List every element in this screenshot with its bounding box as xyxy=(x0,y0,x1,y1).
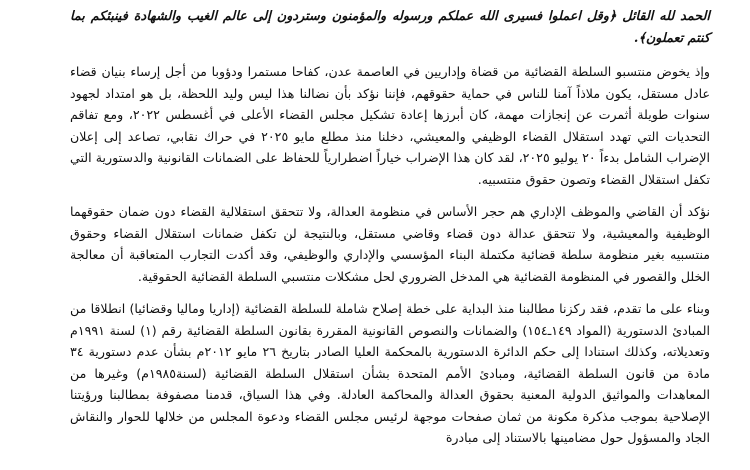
judicial-struggle-paragraph: وإذ يخوض منتسبو السلطة القضائية من قضاة وإداريين في العاصمة عدن، كفاحا مستمرا ودؤوبا من أجل إرساء بنيان قضاء عادل مستقل، يكون ملاذاً آمنا للناس في حماية حقوقهم، فإننا نؤكد بأن نضالنا هذا ليس وليد اللحظة، بل هو امتداد لجهود سنوات طويلة أثمرت عن إنجازات مهمة، كان أبرزها إعادة تشكيل مجلس القضاء الأعلى في أغسطس ٢٠٢٢، ومع تفاقم التحديات التي تهدد استقلال القضاء الوظيفي والمعيشي، دخلنا منذ مطلع مايو ٢٠٢٥ في حراك نقابي، تصاعد إلى إعلان الإضراب الشامل بدءاً ٢٠ يوليو ٢٠٢٥، لقد كان هذا الإضراب خياراً اضطرارياً للحفاظ على الضمانات القانونية والدستورية التي تكفل استقلال القضاء وتصون حقوق منتسبيه. xyxy=(70,64,711,187)
document-body xyxy=(70,6,710,449)
judicial-independence-paragraph: نؤكد أن القاضي والموظف الإداري هم حجر الأساس في منظومة العدالة، ولا تتحقق استقلالية القضاء دون ضمان حقوقهما الوظيفية والمعيشية، ولا تتحقق عدالة دون قضاء وقاضي مستقل، وبالنتيجة لن تكفل ضمانات استقلال القضاء وحقوق منتسبيه بغير منظومة سلطة قضائية مكتملة البناء المؤسسي والإداري والوظيفي، وقد أكدت التجارب المتعاقبة أن معالجة الخلل والقصور في المنظومة القضائية هي المدخل الضروري لحل مشكلات منتسبي السلطة القضائية الحقوقية. xyxy=(70,204,710,284)
opening-verse-paragraph: الحمد لله القائل ﴿وقل اعملوا فسيرى الله عملكم ورسوله والمؤمنون وستردون إلى عالم الغيب والشهادة فينبئكم بما كنتم تعملون﴾. xyxy=(70,9,710,46)
reform-demands-paragraph: وبناء على ما تقدم، فقد ركزنا مطالبنا منذ البداية على خطة إصلاح شاملة للسلطة القضائية (إداريا وماليا وقضائيا) انطلاقا من المبادئ الدستورية (المواد ١٤٩ـ١٥٤) والضمانات والنصوص القانونية المقررة بقانون السلطة القضائية رقم (١) لسنة ١٩٩١م وتعديلاته، وكذلك استنادا إلى حكم الدائرة الدستورية بالمحكمة العليا الصادر بتاريخ ٢٦ مايو ٢٠١٢م بشأن عدم دستورية ٣٤ مادة من قانون السلطة القضائية، ومبادئ الأمم المتحدة بشأن استقلال السلطة القضائية (لسنة١٩٨٥م) وغيرها من المعاهدات والمواثيق الدولية المعنية بحقوق العدالة والمحاكمة العادلة. وفي هذا السياق، قدمنا مصفوفة بمطالبنا ورؤيتنا الإصلاحية بموجب مذكرة مكونة من ثمان صفحات موجهة لرئيس مجلس القضاء ودعوة المجلس من خلالها للحوار والنقاش الجاد والمسؤول حول مضامينها بالاستناد إلى مبادرة xyxy=(70,301,710,445)
